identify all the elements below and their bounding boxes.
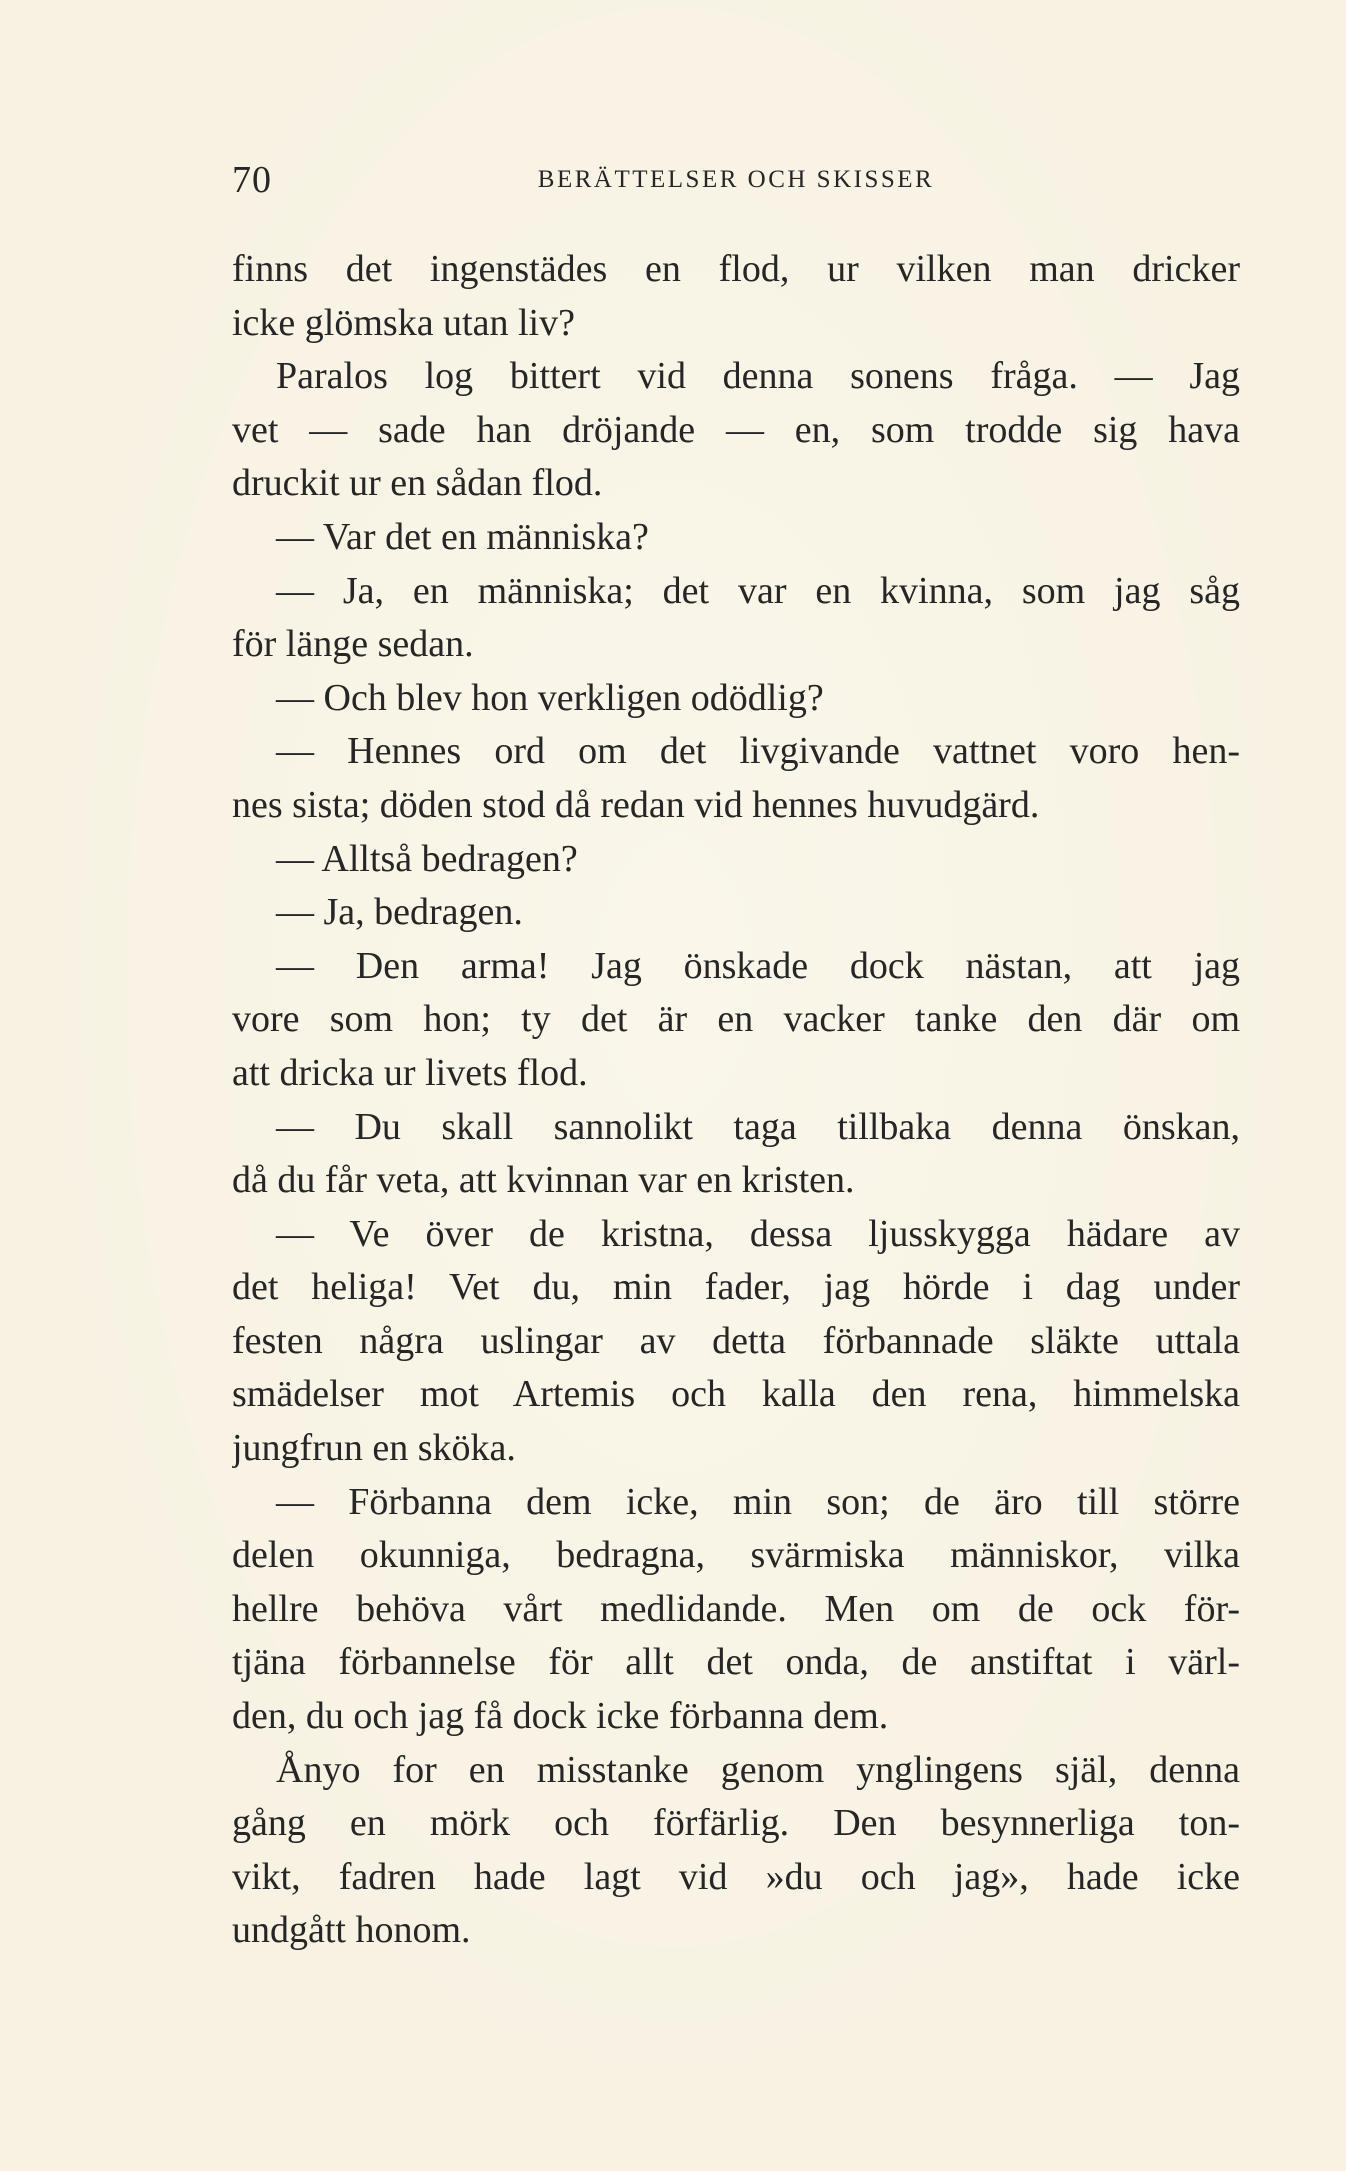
running-title: BERÄTTELSER OCH SKISSER — [537, 166, 935, 193]
text-line: — Hennes ord om det livgivande vattnet voro hen- — [276, 730, 1240, 773]
text-line: — Ja, bedragen. — [276, 891, 523, 934]
text-line: vore som hon; ty det är en vacker tanke den där om — [232, 998, 1240, 1041]
body-text — [232, 243, 1240, 1958]
text-line: — Den arma! Jag önskade dock nästan, att jag — [276, 944, 1240, 987]
text-line: gång en mörk och förfärlig. Den besynnerliga ton- — [232, 1802, 1240, 1845]
text-line: tjäna förbannelse för allt det onda, de anstiftat i värl- — [232, 1641, 1240, 1684]
text-line: Paralos log bittert vid denna sonens fråga. — Jag — [276, 355, 1240, 398]
text-line: — Var det en människa? — [276, 515, 649, 558]
text-line: för länge sedan. — [232, 623, 474, 666]
text-line: undgått honom. — [232, 1909, 471, 1952]
text-line: nes sista; döden stod då redan vid hennes huvudgärd. — [232, 783, 1040, 826]
text-line: det heliga! Vet du, min fader, jag hörde i dag under — [232, 1266, 1240, 1309]
page-number: 70 — [232, 159, 272, 201]
text-line: hellre behöva vårt medlidande. Men om de ock för- — [232, 1587, 1240, 1630]
text-line: smädelser mot Artemis och kalla den rena, himmelska — [232, 1373, 1240, 1416]
text-line: jungfrun en sköka. — [232, 1427, 516, 1470]
text-line: Ånyo for en misstanke genom ynglingens själ, denna — [276, 1748, 1240, 1791]
text-line: — Förbanna dem icke, min son; de äro till större — [276, 1480, 1240, 1523]
text-line: delen okunniga, bedragna, svärmiska människor, vilka — [232, 1534, 1240, 1577]
text-line: vikt, fadren hade lagt vid »du och jag», hade icke — [232, 1855, 1240, 1898]
text-line: — Ja, en människa; det var en kvinna, som jag såg — [276, 569, 1240, 612]
text-line: — Alltså bedragen? — [276, 837, 578, 880]
text-line: — Du skall sannolikt taga tillbaka denna önskan, — [276, 1105, 1240, 1148]
text-line: druckit ur en sådan flod. — [232, 462, 603, 505]
running-head — [232, 158, 1240, 208]
text-line: att dricka ur livets flod. — [232, 1051, 588, 1094]
text-line: finns det ingenstädes en flod, ur vilken man dricker — [232, 248, 1240, 290]
text-line: då du får veta, att kvinnan var en kristen. — [232, 1159, 855, 1202]
text-line: festen några uslingar av detta förbannade släkte uttala — [232, 1319, 1240, 1362]
text-line: — Ve över de kristna, dessa ljusskygga hädare av — [276, 1212, 1240, 1255]
text-line: den, du och jag få dock icke förbanna dem. — [232, 1695, 889, 1738]
text-line: — Och blev hon verkligen odödlig? — [276, 676, 824, 719]
text-line: icke glömska utan liv? — [232, 301, 575, 344]
text-line: vet — sade han dröjande — en, som trodde sig hava — [232, 408, 1240, 451]
